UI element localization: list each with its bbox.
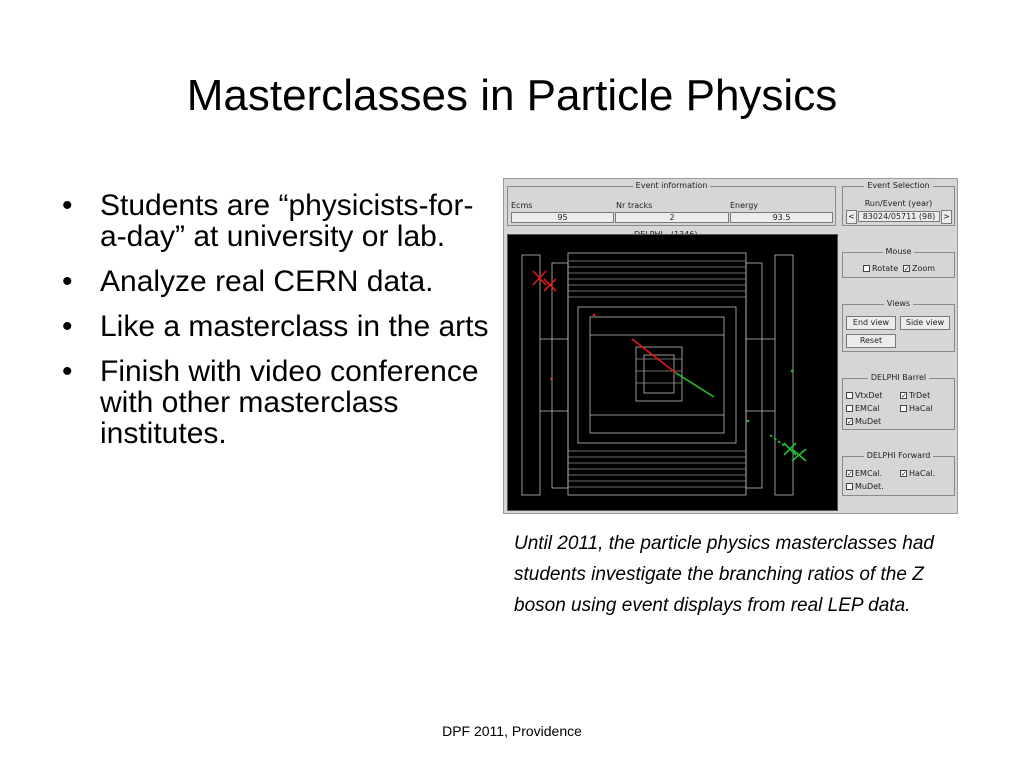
run-event-value[interactable]: 83024/05711 (98) xyxy=(858,211,940,222)
hacal-label: HaCal xyxy=(909,404,933,413)
reset-button[interactable]: Reset xyxy=(846,334,896,348)
bullet-text: Students are “physicists-for-a-day” at university or lab. xyxy=(100,189,474,253)
checkbox-box xyxy=(900,405,907,412)
checkbox-box xyxy=(863,265,870,272)
red-hit xyxy=(593,314,596,317)
views-title: Views xyxy=(884,299,913,308)
energy-value: 93.5 xyxy=(730,212,833,223)
barrel-title: DELPHI Barrel xyxy=(868,373,929,382)
checkbox-box xyxy=(846,483,853,490)
event-selection-title: Event Selection xyxy=(864,181,932,190)
event-information-title: Event information xyxy=(633,181,711,190)
forward-emcal-checkbox[interactable] xyxy=(846,469,882,478)
ntracks-label: Nr tracks xyxy=(616,201,653,210)
ecms-label: Ecms xyxy=(511,201,533,210)
emcal-checkbox[interactable] xyxy=(846,404,880,413)
ecms-value: 95 xyxy=(511,212,614,223)
bullet-dot-icon: • xyxy=(62,310,73,343)
red-track xyxy=(533,271,676,373)
energy-label: Energy xyxy=(730,201,759,210)
bullet-list xyxy=(60,190,500,463)
green-hit xyxy=(791,370,793,372)
forward-hacal-label: HaCal. xyxy=(909,469,936,478)
checkbox-box xyxy=(846,392,853,399)
run-event-label: Run/Event (year) xyxy=(864,199,933,208)
green-track xyxy=(676,373,806,461)
green-hit xyxy=(747,420,750,423)
bullet-text: Like a masterclass in the arts xyxy=(100,310,489,343)
vtxdet-label: VtxDet xyxy=(855,391,883,400)
checkbox-checked-icon: ✓ xyxy=(904,265,910,273)
detector-event-canvas[interactable] xyxy=(507,234,838,511)
bullet-dot-icon: • xyxy=(62,265,73,298)
side-view-button[interactable]: Side view xyxy=(900,316,950,330)
forward-mudet-label: MuDet. xyxy=(855,482,884,491)
prev-event-button[interactable]: < xyxy=(846,210,857,224)
bullet-item xyxy=(60,190,500,252)
bullet-dot-icon: • xyxy=(62,355,73,388)
figure-caption: Until 2011, the particle physics masterclasses had students investigate the branching ratios of the Z boson using event displays from real LEP data. xyxy=(514,533,934,616)
bullet-text: Analyze real CERN data. xyxy=(100,265,434,298)
event-selection-panel xyxy=(842,181,955,226)
checkbox-checked-icon: ✓ xyxy=(847,470,853,478)
next-event-button[interactable]: > xyxy=(941,210,952,224)
slide-title: Masterclasses in Particle Physics xyxy=(186,71,838,120)
hacal-checkbox[interactable] xyxy=(900,404,933,413)
forward-emcal-label: EMCal. xyxy=(855,469,883,478)
mudet-label: MuDet xyxy=(855,417,882,426)
forward-hacal-checkbox[interactable] xyxy=(900,469,935,478)
checkbox-box xyxy=(846,405,853,412)
end-view-button[interactable]: End view xyxy=(846,316,896,330)
delphi-forward-panel xyxy=(842,451,955,496)
forward-title: DELPHI Forward xyxy=(864,451,934,460)
trdet-label: TrDet xyxy=(909,391,931,400)
event-display-screenshot xyxy=(503,178,958,514)
mouse-panel xyxy=(842,247,955,278)
zoom-checkbox[interactable] xyxy=(903,264,935,273)
checkbox-checked-icon: ✓ xyxy=(901,392,907,400)
event-information-panel xyxy=(507,181,836,226)
detector-drawing xyxy=(508,235,839,512)
emcal-label: EMCal xyxy=(855,404,880,413)
mudet-checkbox[interactable] xyxy=(846,417,881,426)
zoom-label: Zoom xyxy=(912,264,936,273)
bullet-item xyxy=(60,311,500,342)
vtxdet-checkbox[interactable] xyxy=(846,391,883,400)
checkbox-checked-icon: ✓ xyxy=(847,418,853,426)
mouse-title: Mouse xyxy=(883,247,915,256)
bullet-item xyxy=(60,356,500,449)
detector-outline xyxy=(522,253,793,495)
slide-footer: DPF 2011, Providence xyxy=(442,723,582,739)
delphi-barrel-panel xyxy=(842,373,955,430)
trdet-checkbox[interactable] xyxy=(900,391,930,400)
checkbox-checked-icon: ✓ xyxy=(901,470,907,478)
rotate-checkbox[interactable] xyxy=(863,264,898,273)
bullet-item xyxy=(60,266,500,297)
ntracks-value: 2 xyxy=(615,212,729,223)
bullet-text: Finish with video conference with other masterclass institutes. xyxy=(100,355,479,450)
forward-mudet-checkbox[interactable] xyxy=(846,482,884,491)
rotate-label: Rotate xyxy=(872,264,899,273)
views-panel xyxy=(842,299,955,352)
red-hit xyxy=(550,378,552,380)
bullet-dot-icon: • xyxy=(62,189,73,222)
